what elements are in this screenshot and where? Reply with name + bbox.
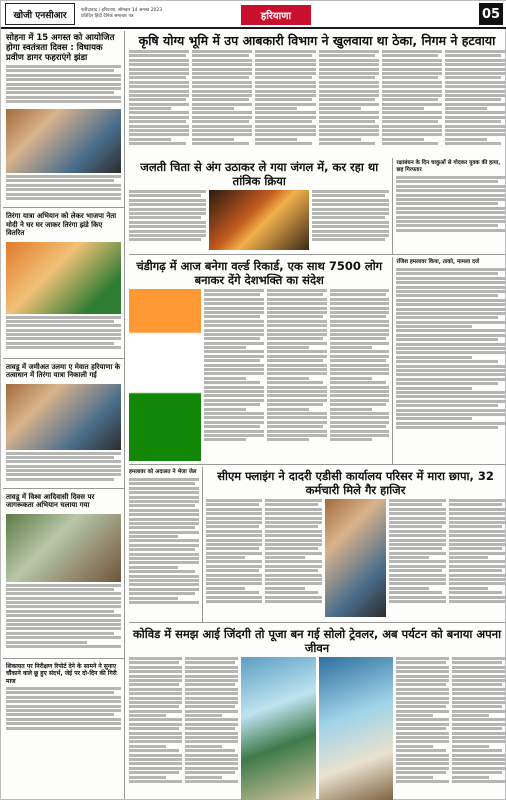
story2-headline: तिरंगा यात्रा अभियान को लेकर भाजपा नेता मोदी ने घर घर जाकर तिरंगा झंडे किए वितरित <box>6 212 117 237</box>
subline: प्रतिदिन हिंदी दैनिक समाचार पत्र <box>81 14 134 19</box>
story3-body <box>3 452 124 486</box>
side1-headline: रक्षाबंधन के दिन चाकुओं से गोदकर युवक की हत्या, छह गिरफ्तार <box>396 160 501 173</box>
flag-photo <box>129 289 201 461</box>
story-chandigarh-block <box>129 254 505 464</box>
headline5: कोविड में समझ आई जिंदगी तो पूजा बन गई सोलो ट्रेवलर, अब पर्यटन को बनाया अपना जीवन <box>132 627 502 655</box>
story4-headline: तावडू में विश्व आदिवासी दिवस पर जागरूकता अभियान चलाया गया <box>6 492 95 509</box>
headline4: सीएम फ्लाइंग ने दादरी एडीसी कार्यालय परिसर में मारा छापा, 32 कर्मचारी मिले गैर हाजिर <box>217 469 494 497</box>
story3-photo <box>6 384 121 450</box>
left-column <box>3 31 125 799</box>
brand-logo: खोजी एनसीआर <box>5 3 75 25</box>
story-pyre-block <box>129 158 505 254</box>
story-travel-block <box>129 622 505 800</box>
story-liquor-body <box>129 50 505 158</box>
story4-photo <box>6 514 121 582</box>
main-area <box>129 31 505 799</box>
headline1: कृषि योग्य भूमि में उप आबकारी विभाग ने खुलवाया था ठेका, निगम ने हटवाया <box>138 33 496 48</box>
side2-headline: रंजिश हमलावर किया, ताको, मामला दर्ज <box>396 259 480 265</box>
story-cm-flying-block <box>129 464 505 622</box>
headline2: जलती चिता से अंग उठाकर ले गया जंगल में, कर रहा था तांत्रिक क्रिया <box>140 160 379 188</box>
pyre-photo <box>209 190 309 250</box>
left-bottom-headline: शिकायत पर निरीक्षण रिपोर्ट देने के सामने ने सुनाए चौंकाने वाले छू हुए संदर्भ, जेई पर दो-दिन की गिरी माज <box>6 662 117 685</box>
dateline: फरीदाबाद / हरियाणा, सोमवार 14 अगस्त 2023 <box>81 8 163 13</box>
travel-photo-2 <box>319 657 393 800</box>
small-headline: हमलावर को अदालत ने भेजा जेल <box>129 469 197 475</box>
travel-photo-1 <box>241 657 315 800</box>
section-label: हरियाणा <box>241 5 311 25</box>
story1-headline: सोहना में 15 अगस्त को आयोजित होगा स्वतंत्रता दिवस : विधायक प्रवीण डागर फहराएंगे झंडा <box>6 33 115 63</box>
dateline-box <box>81 8 177 20</box>
story4-body <box>3 584 124 656</box>
headline3: चंडीगढ़ में आज बनेगा वर्ल्ड रिकार्ड, एक साथ 7500 लोग बनाकर देंगे देशभक्ति का संदेश <box>136 259 383 287</box>
story2-body <box>3 316 124 356</box>
story3-headline: तावडू में जमीअत उलमा ए मेवात हरियाणा के तत्वाधान में तिरंगा यात्रा निकाली गई <box>6 362 121 379</box>
page-number: 05 <box>479 3 503 25</box>
masthead <box>1 1 506 29</box>
story1-body-cont <box>3 175 124 205</box>
story1-photo <box>6 109 121 173</box>
story1-body <box>3 65 124 107</box>
left-bottom-body <box>3 687 124 737</box>
office-photo <box>325 499 387 617</box>
story2-photo <box>6 242 121 314</box>
